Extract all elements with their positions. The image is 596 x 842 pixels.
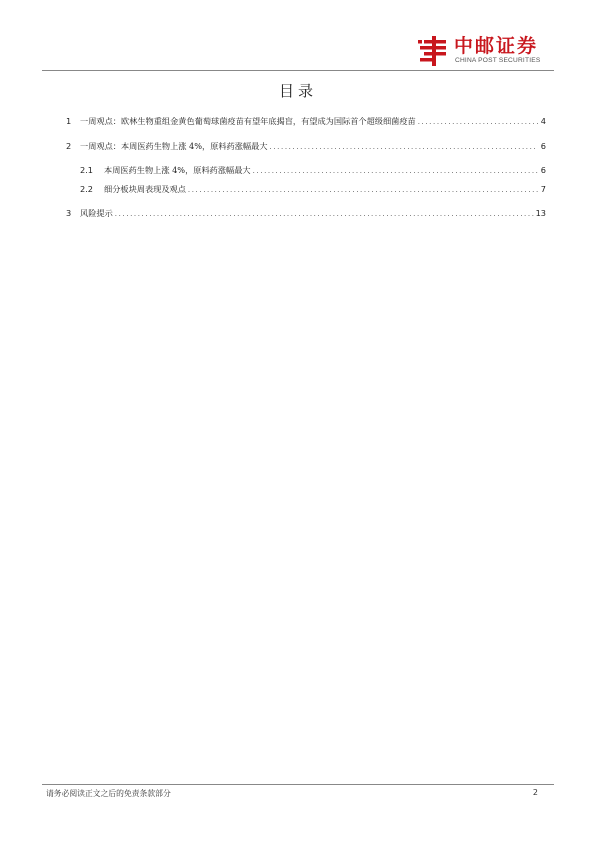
toc-entry-number: 2 xyxy=(66,141,72,151)
toc-entry-text: 本周医药生物上涨 4%，原料药涨幅最大 xyxy=(104,165,251,175)
toc-entry-2-2[interactable] xyxy=(80,182,546,196)
toc-entry-page: 6 xyxy=(540,165,546,175)
toc-leader-dots xyxy=(253,164,538,178)
toc-entry-page: 6 xyxy=(540,141,546,151)
toc-entry-text: 一周观点：本周医药生物上涨 4%，原料药涨幅最大 xyxy=(80,141,268,151)
toc-leader-dots xyxy=(270,140,538,154)
toc-entry-page: 7 xyxy=(540,184,546,194)
footer-divider xyxy=(42,784,554,785)
toc-entry-number: 2.1 xyxy=(80,165,94,175)
toc-entry-text: 风险提示 xyxy=(80,208,113,218)
toc-entry-3[interactable] xyxy=(66,206,546,220)
toc-entry-page: 4 xyxy=(540,116,546,126)
header-divider xyxy=(42,70,554,71)
footer-page-number: 2 xyxy=(532,788,538,797)
toc-entry-number: 2.2 xyxy=(80,184,94,194)
toc-leader-dots xyxy=(188,183,538,197)
company-logo xyxy=(418,34,554,68)
footer-disclaimer: 请务必阅读正文之后的免责条款部分 xyxy=(46,789,171,798)
logo-chinese-name: 中邮证券 xyxy=(454,35,539,57)
toc-leader-dots xyxy=(418,115,538,129)
toc-entry-1[interactable] xyxy=(66,114,546,128)
toc-entry-page: 13 xyxy=(535,208,546,218)
toc-entry-number: 1 xyxy=(66,116,72,126)
toc-entry-number: 3 xyxy=(66,208,72,218)
toc-title: 目录 xyxy=(278,82,317,100)
logo-english-name: CHINA POST SECURITIES xyxy=(455,57,541,64)
toc-entry-text: 一周观点：欧林生物重组金黄色葡萄球菌疫苗有望年底揭盲，有望成为国际首个超级细菌疫苗 xyxy=(80,116,416,126)
toc-entry-2[interactable] xyxy=(66,139,546,153)
toc-entry-2-1[interactable] xyxy=(80,163,546,177)
toc-leader-dots xyxy=(115,207,534,221)
toc-entry-text: 细分板块周表现及观点 xyxy=(104,184,186,194)
china-post-logo-icon xyxy=(418,36,450,66)
